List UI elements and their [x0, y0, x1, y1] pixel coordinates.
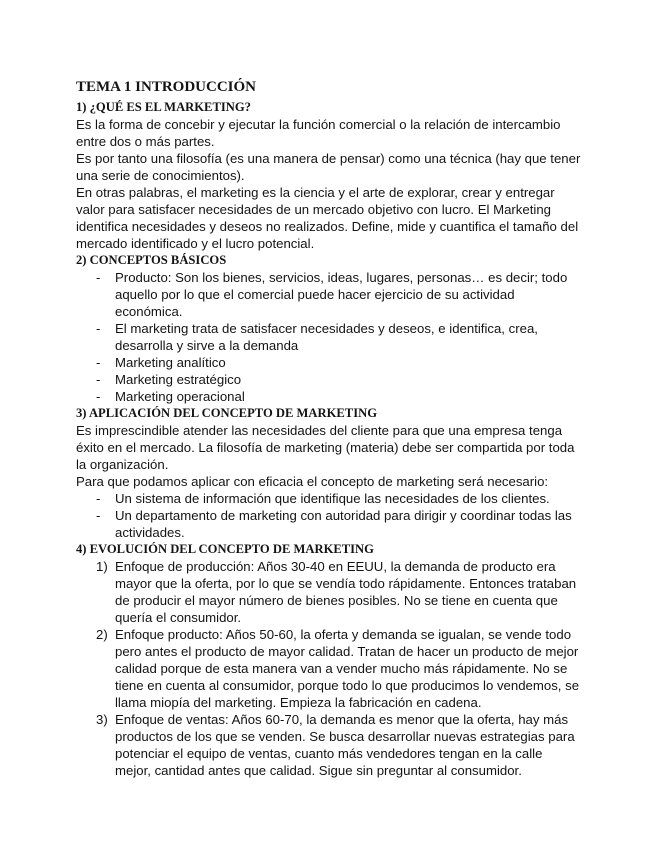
list-item-text: Un departamento de marketing con autoridad para dirigir y coordinar todas las actividades. [115, 508, 572, 540]
dash-bullet: - [96, 321, 101, 336]
list-item [76, 320, 581, 354]
dash-bullet: - [96, 372, 101, 387]
dash-bullet: - [96, 389, 101, 404]
paragraph: En otras palabras, el marketing es la ciencia y el arte de explorar, crear y entregar valor para satisfacer necesidades de un mercado objetivo con lucro. El Marketing identifica necesidades y deseos no realizados. Define, mide y cuantifica el tamaño del mercado identificado y el lucro potencial. [76, 185, 579, 251]
requirements-list [76, 490, 581, 541]
page-title: TEMA 1 INTRODUCCIÓN [76, 79, 257, 95]
evolution-list [76, 558, 581, 779]
list-item-text: Enfoque de ventas: Años 60-70, la demanda es menor que la oferta, hay más productos de los que se venden. Se busca desarrollar nuevas estrategias para potenciar el equipo de ventas, cuanto más vendedores tengan en la calle mejor, cantidad antes que calidad. Sigue sin preguntar al consumidor. [115, 712, 575, 778]
paragraph: Es por tanto una filosofía (es una manera de pensar) como una técnica (hay que tener una serie de conocimientos). [76, 151, 581, 183]
list-item [76, 371, 581, 388]
list-item-text: Un sistema de información que identifique las necesidades de los clientes. [115, 491, 550, 506]
paragraph: Es la forma de concebir y ejecutar la función comercial o la relación de intercambio entre dos o más partes. [76, 117, 561, 149]
dash-bullet: - [96, 508, 101, 523]
concepts-list [76, 269, 581, 405]
section-heading-2: 2) CONCEPTOS BÁSICOS [76, 253, 227, 267]
list-item-text: Marketing operacional [115, 389, 245, 404]
dash-bullet: - [96, 270, 101, 285]
list-item-text: Enfoque de producción: Años 30-40 en EEUU, la demanda de producto era mayor que la oferta, por lo que se vendía todo rápidamente. Entonces trataban de producir el mayor número de bienes posibles. No se tiene en cuenta que quería el consumidor. [115, 559, 577, 625]
list-item [76, 558, 581, 626]
paragraph: Para que podamos aplicar con eficacia el concepto de marketing será necesario: [76, 474, 549, 489]
list-item-text: Marketing estratégico [115, 372, 242, 387]
paragraph: Es imprescindible atender las necesidades del cliente para que una empresa tenga éxito en el mercado. La filosofía de marketing (materia) debe ser compartida por toda la organización. [76, 423, 575, 472]
dash-bullet: - [96, 491, 101, 506]
list-item [76, 354, 581, 371]
list-item-text: Marketing analítico [115, 355, 226, 370]
section-heading-4: 4) EVOLUCIÓN DEL CONCEPTO DE MARKETING [76, 542, 374, 556]
list-item-text: Producto: Son los bienes, servicios, ideas, lugares, personas… es decir; todo aquello por lo que el comercial puede hacer ejercicio de su actividad económica. [115, 270, 568, 319]
list-number: 2) [96, 627, 108, 642]
section-heading-1: 1) ¿QUÉ ES EL MARKETING? [76, 100, 251, 114]
list-number: 1) [96, 559, 108, 574]
list-item [76, 388, 581, 405]
document-page [76, 78, 581, 779]
list-item [76, 626, 581, 711]
list-item [76, 507, 581, 541]
dash-bullet: - [96, 355, 101, 370]
list-number: 3) [96, 712, 108, 727]
list-item [76, 269, 581, 320]
list-item [76, 711, 581, 779]
list-item-text: El marketing trata de satisfacer necesidades y deseos, e identifica, crea, desarrolla y sirve a la demanda [115, 321, 538, 353]
list-item-text: Enfoque producto: Años 50-60, la oferta y demanda se igualan, se vende todo pero antes el producto de mayor calidad. Tratan de hacer un producto de mejor calidad porque de esta manera van a vender mucho más rápidamente. No se tiene en cuenta al consumidor, porque todo lo que producimos lo vendemos, se llama miopía del marketing. Empieza la fabricación en cadena. [115, 627, 580, 710]
section-heading-3: 3) APLICACIÓN DEL CONCEPTO DE MARKETING [76, 406, 378, 420]
list-item [76, 490, 581, 507]
